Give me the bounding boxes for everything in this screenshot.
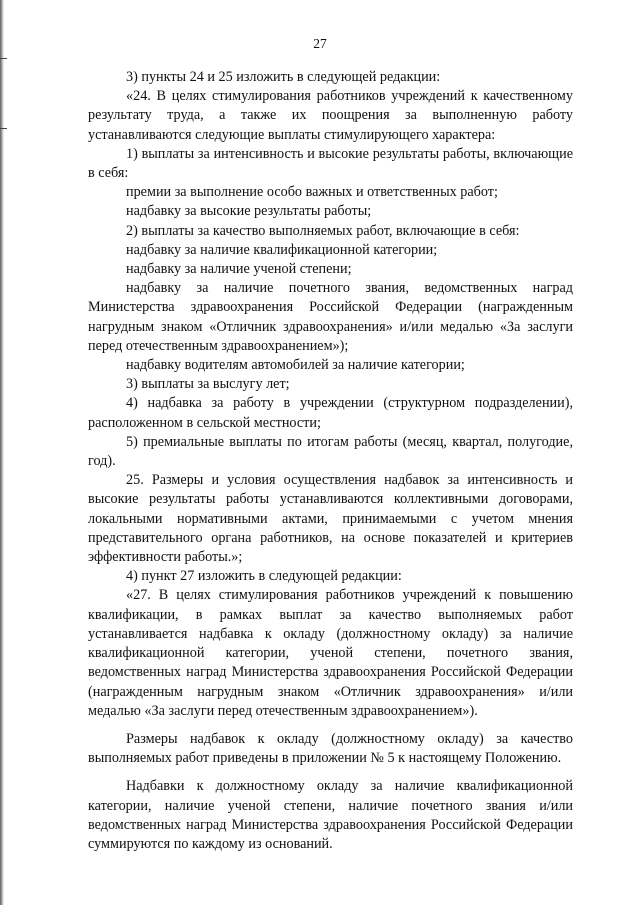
paragraph-list-3: 3) выплаты за выслугу лет; [126,376,290,393]
paragraph-list-2d: надбавку водителям автомобилей за наличие категории; [126,357,465,374]
paragraph-list-1b: надбавку за высокие результаты работы; [126,203,372,220]
paragraph-allowance-sizes: Размеры надбавок к окладу (должностному окладу) за качество выполняемых работ приведены в приложении № 5 к настоящему Положению. [88,730,573,767]
paragraph-item-3-intro: 3) пункты 24 и 25 изложить в следующей редакции: [126,69,441,85]
paragraph-list-4: 4) надбавка за работу в учреждении (структурном подразделении), расположенном в сельской местности; [88,395,573,431]
page-number: 27 [313,36,327,51]
scan-margin-mark [0,58,7,59]
paragraph-clause-25: 25. Размеры и условия осуществления надбавок за интенсивность и высокие результаты работы устанавливаются коллективными договорами, локальными нормативными актами, принимаемыми с учетом мнения представительного органа работников, на основе показателей и критериев эффективности работы.»; [88,472,573,566]
paragraph-list-2: 2) выплаты за качество выполняемых работ, включающие в себя: [126,222,520,239]
paragraph-list-2a: надбавку за наличие квалификационной категории; [126,241,438,258]
paragraph-list-1: 1) выплаты за интенсивность и высокие результаты работы, включающие в себя: [88,145,573,182]
paragraph-clause-24: «24. В целях стимулирования работников учреждений к качественному результату труда, а также их поощрения за выполненную работу устанавливаются следующие выплаты стимулирующего характера: [88,88,573,143]
scan-margin-mark [0,128,7,129]
paragraph-list-2c: надбавку за наличие почетного звания, ведомственных наград Министерства здравоохранения Российской Федерации (награжденным нагрудным знаком «Отличник здравоохранения» и/или медалью «За заслуги перед отечественным здравоохранением»); [88,280,573,354]
document-body [88,68,573,854]
paragraph-allowance-summation: Надбавки к должностному окладу за наличие квалификационной категории, наличие ученой степени, наличие почетного звания и/или ведомственных наград Министерства здравоохранения Российской Федерации суммируются по каждому из оснований. [88,778,573,852]
paragraph-list-2b: надбавку за наличие ученой степени; [126,261,352,278]
paragraph-item-4-intro: 4) пункт 27 изложить в следующей редакции: [126,568,402,585]
paragraph-list-1a: премии за выполнение особо важных и ответственных работ; [126,184,498,201]
scan-edge-shadow [0,0,4,905]
paragraph-list-5: 5) премиальные выплаты по итогам работы (месяц, квартал, полугодие, год). [88,433,573,470]
paragraph-clause-27: «27. В целях стимулирования работников учреждений к повышению квалификации, в рамках выплат за качество выполняемых работ устанавливается надбавка к окладу (должностному окладу) за наличие квалификационной категории, ученой степени, почетного звания, ведомственных наград Министерства здравоохранения Российской Федерации (награжденным нагрудным знаком «Отличник здравоохранения» и/или медалью «За заслуги перед отечественным здравоохранением»). [88,587,573,719]
